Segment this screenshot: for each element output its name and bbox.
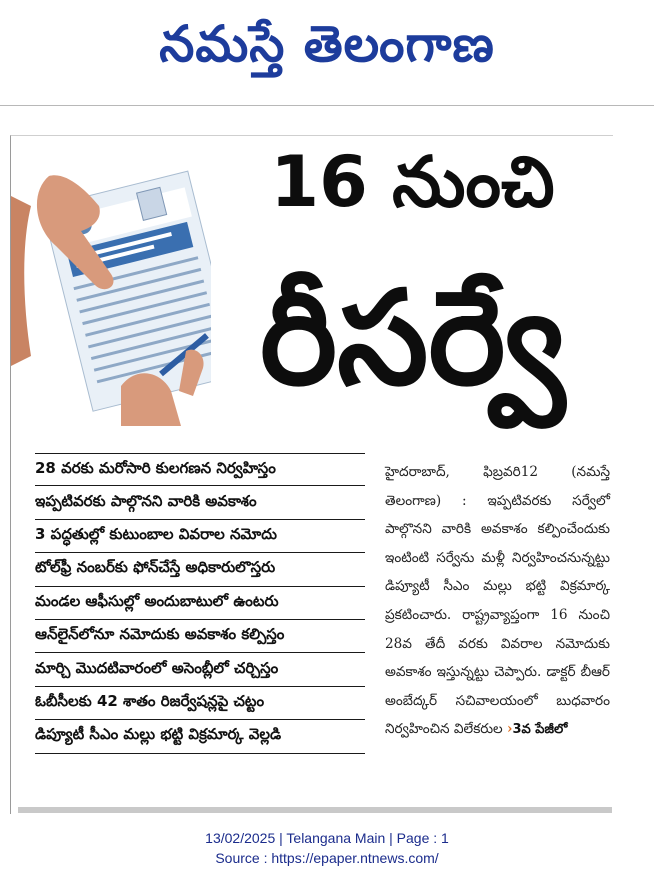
headline-line-1: 16 నుంచి bbox=[270, 141, 555, 223]
newspaper-title: నమస్తే తెలంగాణ bbox=[159, 14, 495, 73]
summary-point: ఆన్‌లైన్‌లోనూ నమోదుకు అవకాశం కల్పిస్తం bbox=[35, 620, 365, 653]
continued-on-link[interactable]: 3వ పేజీలో bbox=[512, 722, 568, 738]
summary-point: మండల ఆఫీసుల్లో అందుబాటులో ఉంటరు bbox=[35, 587, 365, 620]
summary-point: 3 పద్ధతుల్లో కుటుంబాల వివరాల నమోదు bbox=[35, 520, 365, 553]
masthead bbox=[0, 0, 654, 100]
continued-arrow-icon: › bbox=[507, 721, 513, 738]
masthead-divider bbox=[0, 105, 654, 106]
summary-point: టోల్‌ఫ్రీ నంబర్‌కు ఫోన్‌చేస్తే అధికారులొస్తరు bbox=[35, 553, 365, 586]
summary-point: డిప్యూటీ సీఎం మల్లు భట్టి విక్రమార్క వెల్లడి bbox=[35, 720, 365, 753]
page-footer bbox=[0, 828, 654, 868]
article-body bbox=[385, 458, 610, 745]
summary-points bbox=[35, 453, 365, 754]
summary-point: మార్చి మొదటివారంలో అసెంబ్లీలో చర్చిస్తం bbox=[35, 653, 365, 686]
survey-form-photo bbox=[11, 136, 211, 426]
summary-point: 28 వరకు మరోసారి కులగణన నిర్వహిస్తం bbox=[35, 453, 365, 486]
headline-line-2: రీసర్వే bbox=[260, 261, 565, 414]
edition-info: 13/02/2025 | Telangana Main | Page : 1 bbox=[205, 830, 449, 846]
article-body-text: హైదరాబాద్, ఫిబ్రవరి12 (నమస్తే తెలంగాణ) : ఇప్పటివరకు సర్వేలో పాల్గొనని వారికి అవకాశం కల్పించేందుకు ఇంటింటి సర్వేను మళ్లీ నిర్వహించనున్నట్టు డిప్యూటీ సీఎం మల్లు భట్టి విక్రమార్క ప్రకటించారు. రాష్ట్రవ్యాప్తంగా 16 నుంచి 28వ తేదీ వరకు వివరాల నమోదుకు అవకాశం ఇస్తున్నట్టు చెప్పారు. డాక్టర్ బీఆర్ అంబేద్కర్ సచివాలయంలో బుధవారం నిర్వహించిన విలేకరుల bbox=[385, 464, 610, 738]
summary-point: ఓబీసీలకు 42 శాతం రిజర్వేషన్లపై చట్టం bbox=[35, 687, 365, 720]
clipping-bottom-rule bbox=[18, 807, 612, 813]
source-link[interactable]: Source : https://epaper.ntnews.com/ bbox=[215, 850, 439, 866]
summary-point: ఇప్పటివరకు పాల్గొనని వారికి అవకాశం bbox=[35, 486, 365, 519]
